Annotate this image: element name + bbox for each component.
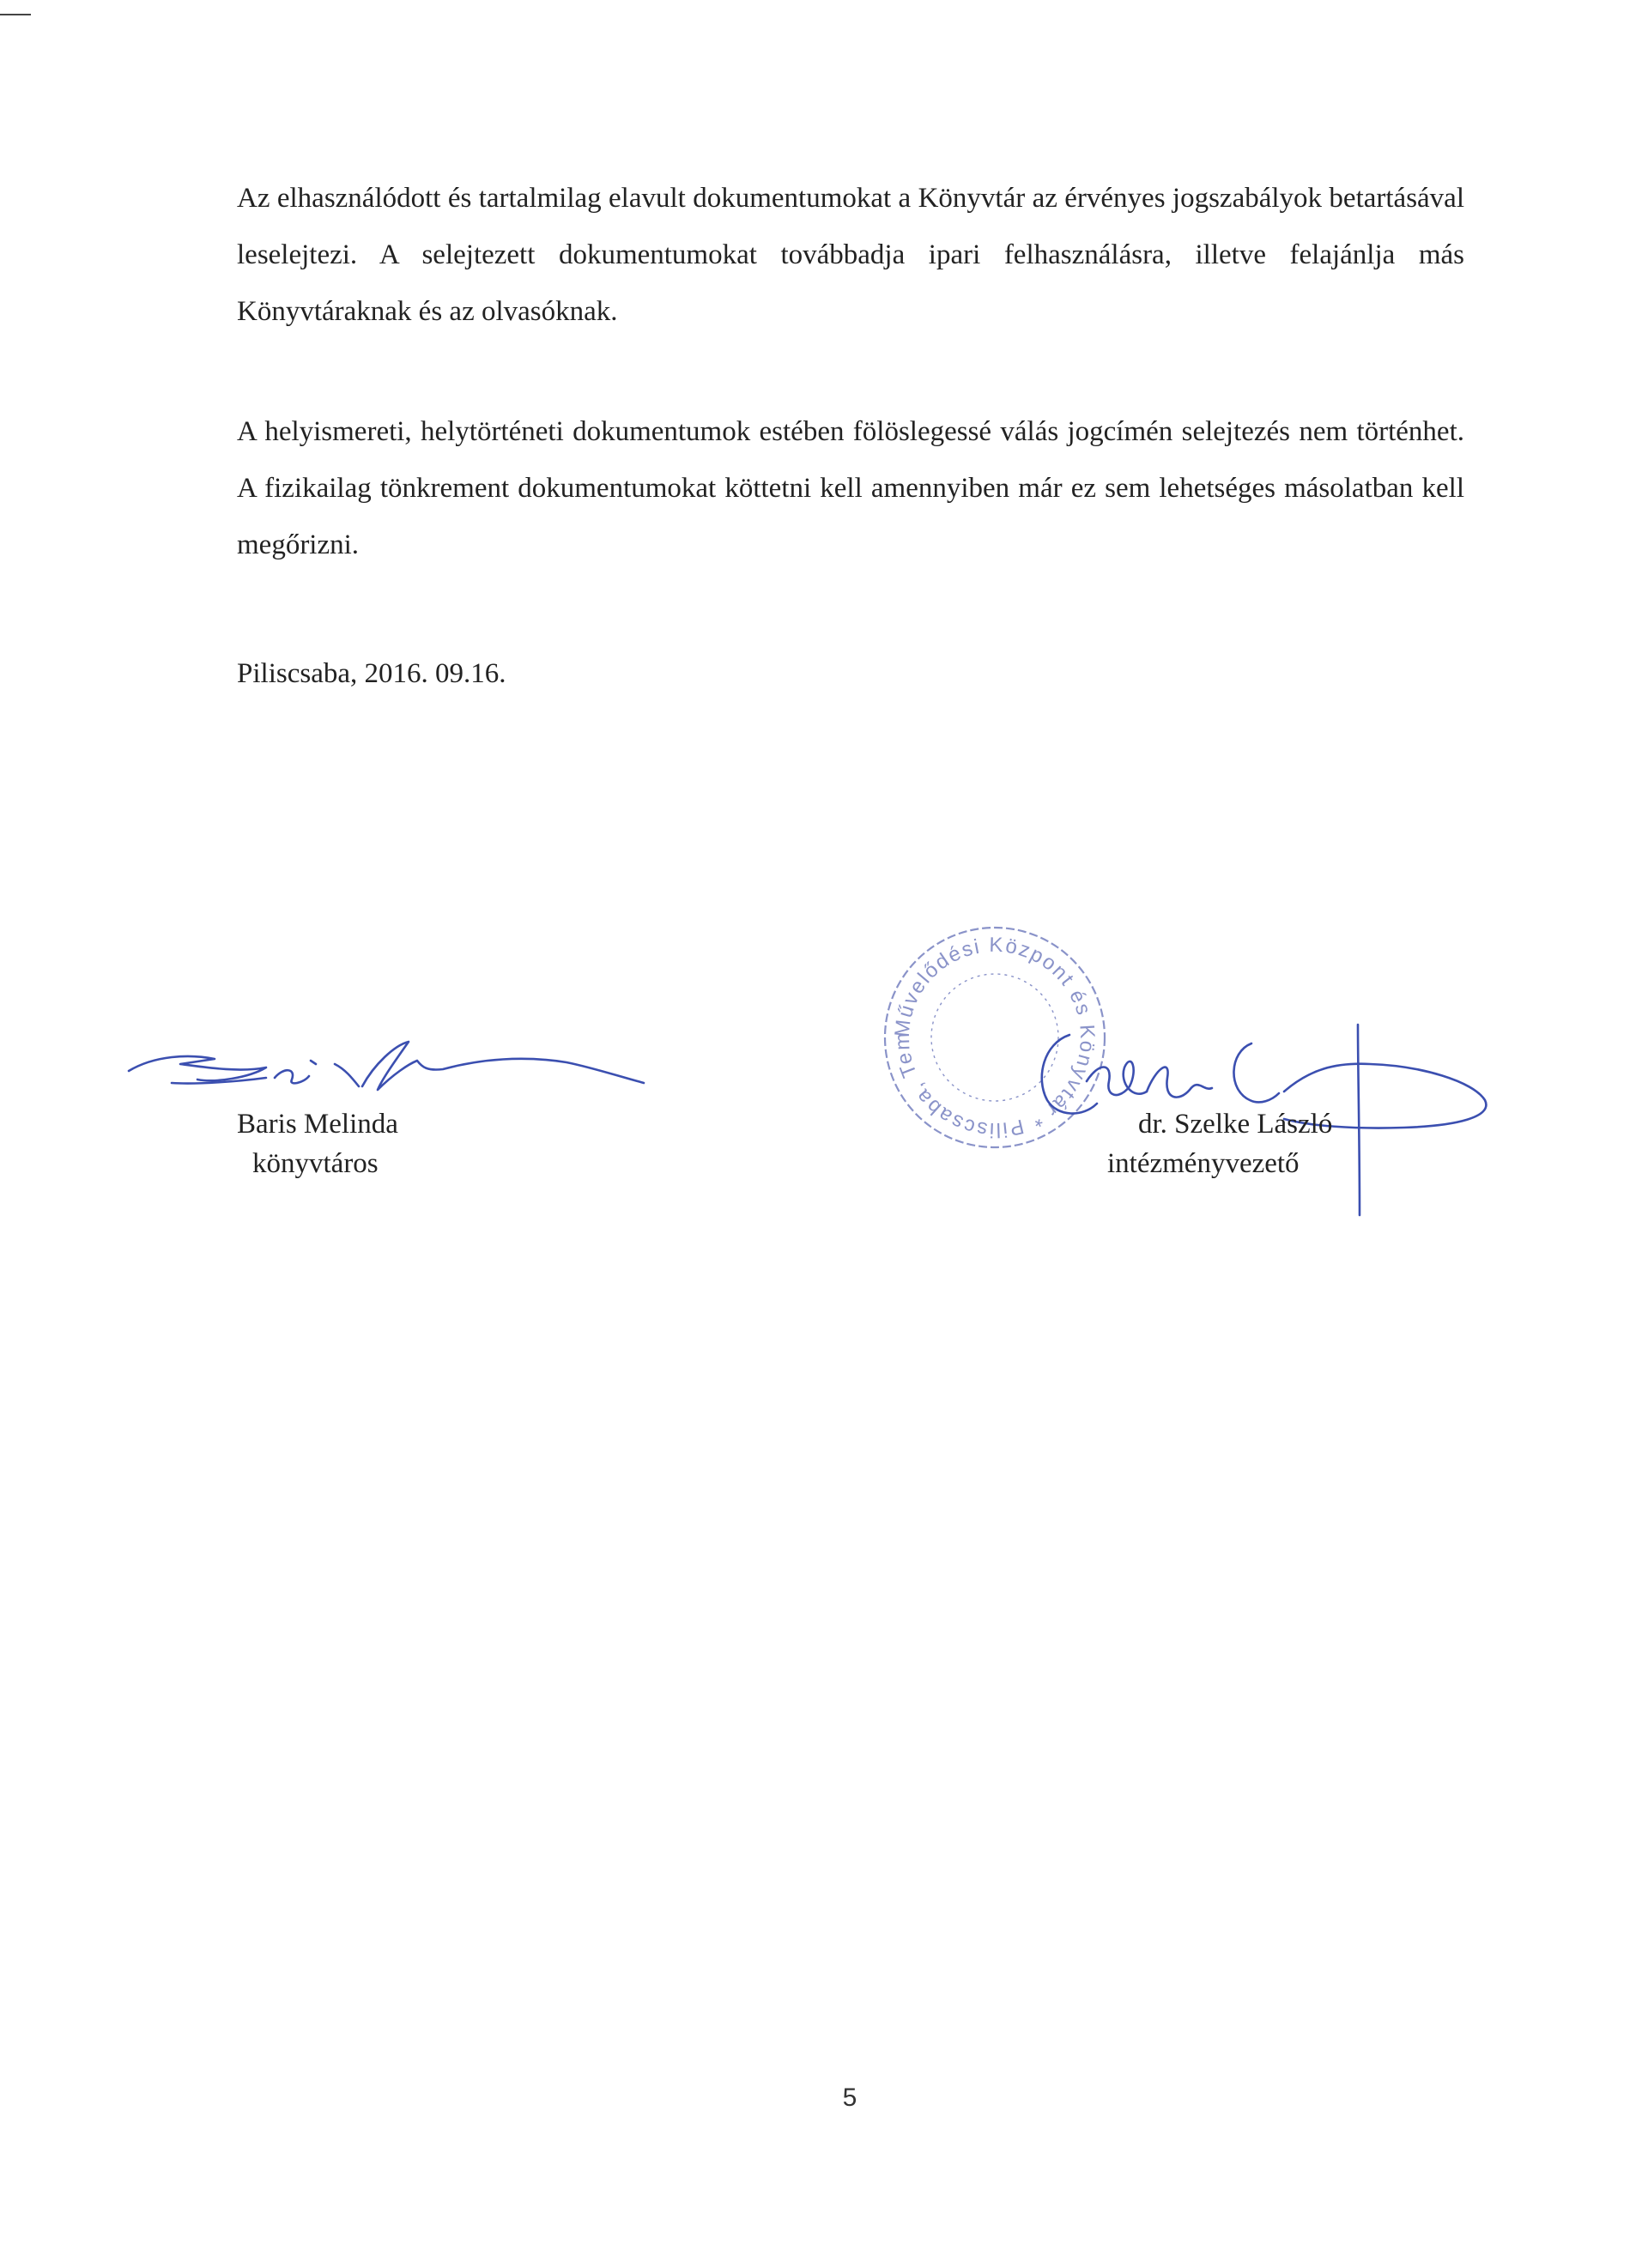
paragraph-disposal: Az elhasználódott és tartalmilag elavult dokumentumokat a Könyvtár az érvényes jogszabályok betartásával leselejtezi. A selejtezett dokumentumokat továbbadja ipari felhasználásra, illetve felajánlja más Könyvtáraknak és az olvasóknak. bbox=[237, 183, 1464, 327]
paragraph-local-history: A helyismereti, helytörténeti dokumentumok estében fölöslegessé válás jogcímén selejtezés nem történhet. A fizikailag tönkrement dokumentumokat köttetni kell amennyiben már ez sem lehetséges másolatban kell megőrizni. bbox=[237, 416, 1464, 560]
scan-corner-mark bbox=[0, 14, 31, 15]
place-and-date: Piliscsaba, 2016. 09.16. bbox=[237, 658, 506, 689]
page-number: 5 bbox=[842, 2084, 857, 2112]
signatory-left-role: könyvtáros bbox=[252, 1148, 379, 1179]
signatory-right-role: intézményvezető bbox=[1107, 1148, 1300, 1179]
signatory-right-name: dr. Szelke László bbox=[1138, 1109, 1333, 1140]
signatory-left-name: Baris Melinda bbox=[237, 1109, 398, 1140]
stamp-text: Művelődési Központ és Könyvtár * Piliscsaba, Templom tér bbox=[869, 904, 1100, 1142]
